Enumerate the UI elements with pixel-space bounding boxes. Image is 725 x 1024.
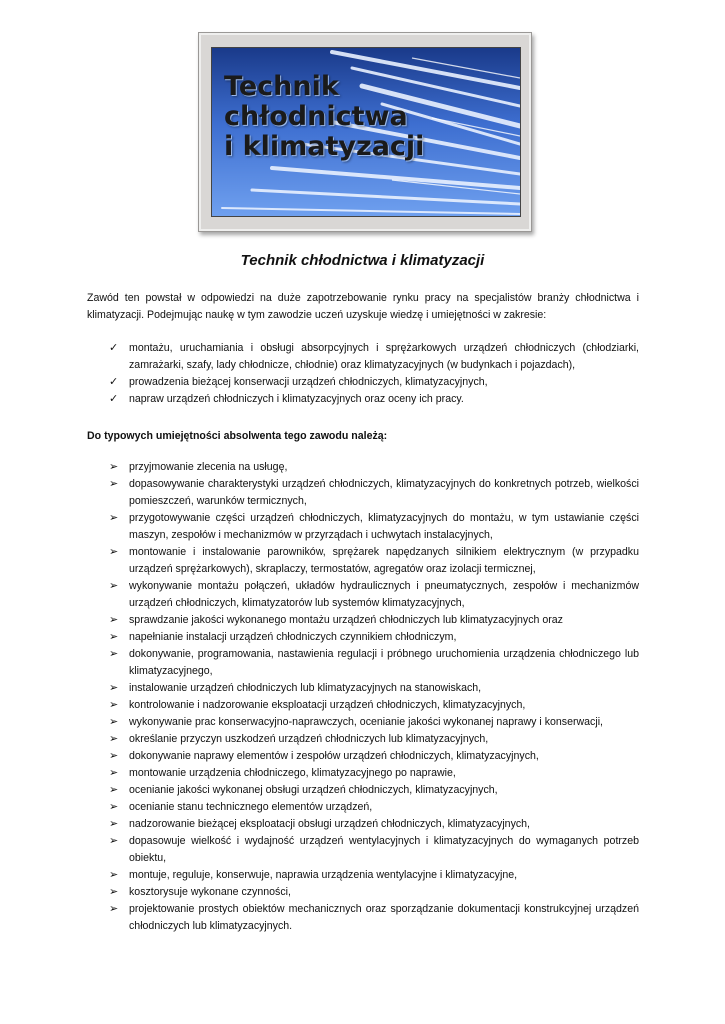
skill-list-item [87,765,639,782]
skill-item-text: montowanie i instalowanie parowników, sprężarek napędzanych silnikiem elektrycznym (w przypadku urządzeń sprężarkowych), skraplaczy, termostatów, agregatów oraz izolacji termicznej, [129,546,639,575]
skill-list-item [87,612,639,629]
document-title: Technik chłodnictwa i klimatyzacji [240,252,485,269]
banner-image [198,32,532,232]
skill-list-item [87,646,639,680]
check-item-text: montażu, uruchamiania i obsługi absorpcyjnych i sprężarkowych urządzeń chłodniczych (chłodziarki, zamrażarki, szafy, lady chłodnicze, chłodnie) oraz klimatyzacyjnych (w budynkach i pojazdach), [129,342,639,371]
skill-list-item [87,578,639,612]
check-mark-icon: ✓ [109,376,119,388]
skill-item-text: wykonywanie montażu połączeń, układów hydraulicznych i pneumatycznych, zespołów i mechanizmów urządzeń chłodniczych, klimatyzatorów lub systemów klimatyzacyjnych, [129,580,639,609]
skill-list-item [87,459,639,476]
skill-item-text: kosztorysuje wykonane czynności, [129,886,291,898]
skill-list-item [87,629,639,646]
arrow-bullet-icon: ➢ [109,886,119,898]
skill-list-item [87,867,639,884]
arrow-bullet-icon: ➢ [109,716,119,728]
skill-list-item [87,748,639,765]
skills-list [87,459,639,935]
skill-list-item [87,833,639,867]
skill-item-text: instalowanie urządzeń chłodniczych lub klimatyzacyjnych na stanowiskach, [129,682,482,694]
skill-item-text: dokonywanie naprawy elementów i zespołów urządzeń chłodniczych, klimatyzacyjnych, [129,750,539,762]
arrow-bullet-icon: ➢ [109,580,119,592]
skill-item-text: dopasowuje wielkość i wydajność urządzeń wentylacyjnych i klimatyzacyjnych do wymaganych potrzeb obiektu, [129,835,639,864]
arrow-bullet-icon: ➢ [109,614,119,626]
skill-list-item [87,476,639,510]
intro-paragraph: Zawód ten powstał w odpowiedzi na duże zapotrzebowanie rynku pracy na specjalistów branży chłodnictwa i klimatyzacji. Podejmując naukę w tym zawodzie uczeń uzyskuje wiedzę i umiejętności w zakresie: [87,292,639,321]
skills-heading: Do typowych umiejętności absolwenta tego zawodu należą: [87,430,388,442]
skill-item-text: napełnianie instalacji urządzeń chłodniczych czynnikiem chłodniczym, [129,631,457,643]
arrow-bullet-icon: ➢ [109,733,119,745]
skill-item-text: kontrolowanie i nadzorowanie eksploatacji urządzeń chłodniczych, klimatyzacyjnych, [129,699,526,711]
banner-title-line-3: i klimatyzacji [224,131,425,162]
banner-picture [211,47,521,217]
check-list-item [87,374,639,391]
skill-list-item [87,714,639,731]
skill-item-text: ocenianie stanu technicznego elementów urządzeń, [129,801,373,813]
skill-list-item [87,697,639,714]
arrow-bullet-icon: ➢ [109,546,119,558]
arrow-bullet-icon: ➢ [109,818,119,830]
skill-item-text: montuje, reguluje, konserwuje, naprawia urządzenia wentylacyjne i klimatyzacyjne, [129,869,518,881]
arrow-bullet-icon: ➢ [109,903,119,915]
arrow-bullet-icon: ➢ [109,869,119,881]
arrow-bullet-icon: ➢ [109,784,119,796]
arrow-bullet-icon: ➢ [109,478,119,490]
check-item-text: prowadzenia bieżącej konserwacji urządzeń chłodniczych, klimatyzacyjnych, [129,376,488,388]
check-list-item [87,391,639,408]
check-mark-icon: ✓ [109,393,119,405]
skill-list-item [87,884,639,901]
skill-item-text: określanie przyczyn uszkodzeń urządzeń chłodniczych lub klimatyzacyjnych, [129,733,489,745]
skill-list-item [87,782,639,799]
skill-list-item [87,510,639,544]
skill-item-text: przyjmowanie zlecenia na usługę, [129,461,288,473]
arrow-bullet-icon: ➢ [109,801,119,813]
arrow-bullet-icon: ➢ [109,461,119,473]
check-item-text: napraw urządzeń chłodniczych i klimatyzacyjnych oraz oceny ich pracy. [129,393,464,405]
check-mark-icon: ✓ [109,342,119,354]
arrow-bullet-icon: ➢ [109,835,119,847]
arrow-bullet-icon: ➢ [109,767,119,779]
arrow-bullet-icon: ➢ [109,699,119,711]
banner-title-line-2: chłodnictwa [224,101,408,132]
skill-item-text: dopasowywanie charakterystyki urządzeń chłodniczych, klimatyzacyjnych do konkretnych potrzeb, wielkości pomieszczeń, warunków termicznych, [129,478,639,507]
competence-checklist [87,340,639,408]
banner-title-line-1: Technik [224,71,339,102]
arrow-bullet-icon: ➢ [109,648,119,660]
skill-item-text: ocenianie jakości wykonanej obsługi urządzeń chłodniczych, klimatyzacyjnych, [129,784,498,796]
arrow-bullet-icon: ➢ [109,631,119,643]
skill-list-item [87,680,639,697]
check-list-item [87,340,639,374]
arrow-bullet-icon: ➢ [109,512,119,524]
skill-item-text: montowanie urządzenia chłodniczego, klimatyzacyjnego po naprawie, [129,767,456,779]
skill-list-item [87,799,639,816]
arrow-bullet-icon: ➢ [109,750,119,762]
skill-list-item [87,544,639,578]
skill-list-item [87,901,639,935]
skill-item-text: wykonywanie prac konserwacyjno-naprawczych, ocenianie jakości wykonanej naprawy i konserwacji, [129,716,603,728]
banner-title [224,72,424,162]
skill-item-text: nadzorowanie bieżącej eksploatacji obsługi urządzeń chłodniczych, klimatyzacyjnych, [129,818,531,830]
skill-item-text: dokonywanie, programowania, nastawienia regulacji i próbnego uruchomienia urządzenia chłodniczego lub klimatyzacyjnego, [129,648,639,677]
skill-item-text: sprawdzanie jakości wykonanego montażu urządzeń chłodniczych lub klimatyzacyjnych oraz [129,614,563,626]
skill-list-item [87,816,639,833]
skill-list-item [87,731,639,748]
skill-item-text: przygotowywanie części urządzeń chłodniczych, klimatyzacyjnych do montażu, w tym ustawianie części maszyn, zespołów i mechanizmów w przyrządach i uchwytach instalacyjnych, [129,512,639,541]
arrow-bullet-icon: ➢ [109,682,119,694]
skill-item-text: projektowanie prostych obiektów mechanicznych oraz sporządzanie dokumentacji konstrukcyjnej urządzeń chłodniczych lub klimatyzacyjnych. [129,903,639,932]
